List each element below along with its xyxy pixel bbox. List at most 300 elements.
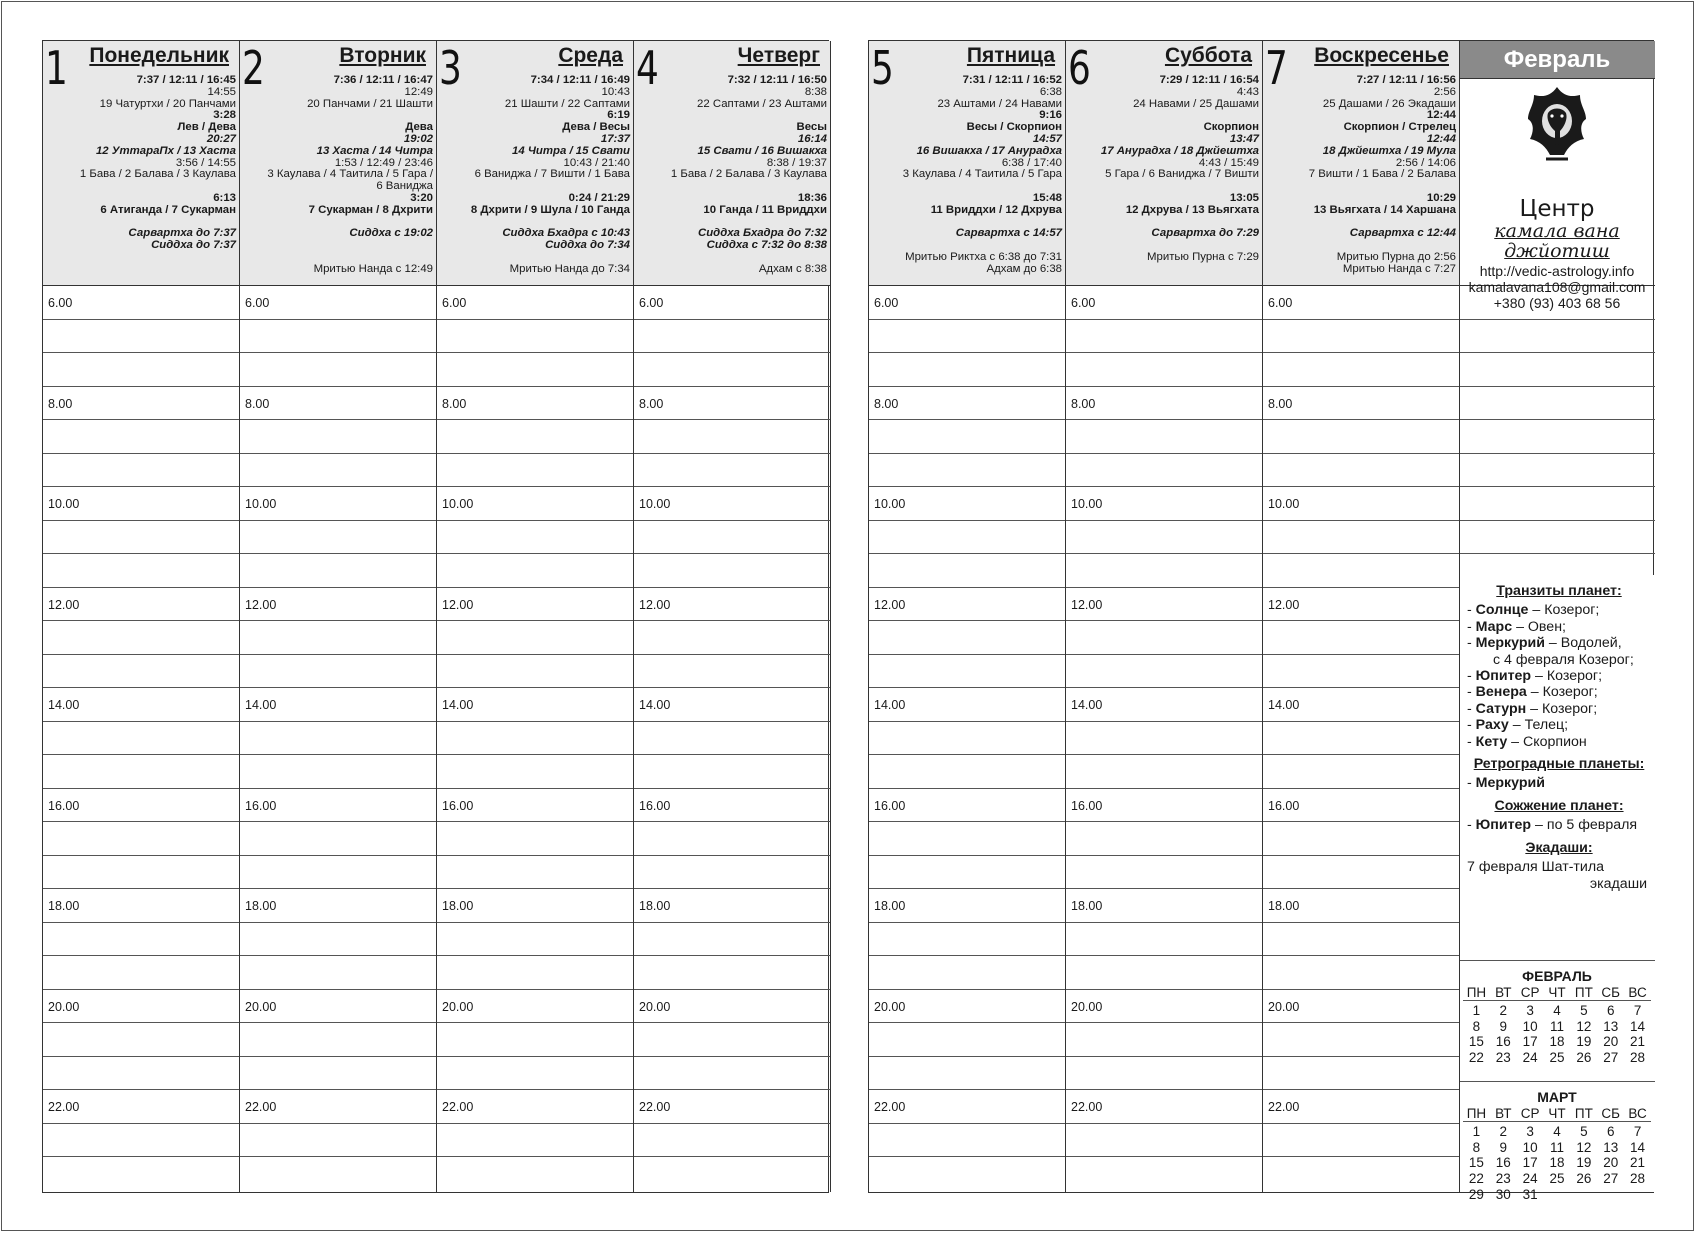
schedule-row[interactable] [1263, 521, 1459, 555]
day-header-4 [634, 41, 831, 286]
schedule-row[interactable] [1066, 420, 1262, 454]
schedule-row[interactable] [437, 822, 633, 856]
time-label: 6.00 [48, 296, 73, 310]
schedule-row[interactable] [869, 353, 1065, 387]
schedule-row[interactable] [869, 454, 1065, 488]
schedule-row[interactable] [437, 521, 633, 555]
schedule-row[interactable] [1066, 1157, 1262, 1191]
panchang-line: 10:43 [601, 85, 630, 98]
schedule-row[interactable] [1263, 387, 1459, 421]
transit-item: - Раху – Телец; [1467, 717, 1569, 734]
schedule-row[interactable] [240, 454, 436, 488]
schedule-row[interactable] [43, 554, 239, 588]
schedule-row[interactable] [240, 353, 436, 387]
calendar-day: 21 [1630, 1034, 1646, 1050]
transit-sign: – Водолей, [1544, 635, 1622, 652]
schedule-row[interactable] [43, 889, 239, 923]
schedule-row[interactable] [634, 1090, 830, 1124]
schedule-row[interactable] [1263, 487, 1459, 521]
schedule-row[interactable] [43, 722, 239, 756]
time-label: 20.00 [245, 999, 277, 1014]
schedule-row[interactable] [437, 487, 633, 521]
calendar-day: 16 [1495, 1034, 1511, 1050]
time-label: 16.00 [639, 798, 671, 813]
schedule-row[interactable] [240, 655, 436, 689]
panchang-line: Дева / Весы [562, 121, 630, 134]
schedule-row[interactable] [240, 521, 436, 555]
schedule-row[interactable] [240, 722, 436, 756]
time-label: 18.00 [874, 899, 906, 913]
calendar-day: 26 [1576, 1170, 1592, 1186]
schedule-row[interactable] [634, 621, 830, 655]
schedule-row[interactable] [1066, 856, 1262, 890]
schedule-row[interactable] [1066, 889, 1262, 923]
retrograde-planet: Меркурий [1475, 775, 1545, 792]
day-name: Суббота [1164, 44, 1252, 67]
schedule-row[interactable] [43, 621, 239, 655]
time-label: 20.00 [1071, 999, 1103, 1014]
schedule-row[interactable] [43, 1157, 239, 1191]
weekday-label: ЧТ [1548, 1105, 1566, 1121]
schedule-row[interactable] [634, 822, 830, 856]
schedule-row[interactable] [437, 789, 633, 823]
schedule-row[interactable] [240, 1124, 436, 1158]
schedule-row[interactable] [43, 454, 239, 488]
calendar-day: 24 [1522, 1049, 1538, 1065]
schedule-row[interactable] [1066, 789, 1262, 823]
panchang-line: 10 Ганда / 11 Вриддхи [703, 203, 827, 216]
schedule-row[interactable] [1263, 655, 1459, 689]
schedule-row[interactable] [240, 956, 436, 990]
schedule-row[interactable] [43, 1124, 239, 1158]
schedule-row[interactable] [634, 320, 830, 354]
schedule-row[interactable] [437, 387, 633, 421]
schedule-row[interactable] [1066, 990, 1262, 1024]
weekday-label: ПТ [1574, 984, 1593, 1000]
schedule-row[interactable] [634, 588, 830, 622]
schedule-row[interactable] [1263, 822, 1459, 856]
sidebar-note-row[interactable] [1459, 420, 1655, 454]
time-label: 20.00 [48, 999, 80, 1014]
time-label: 10.00 [1268, 497, 1300, 511]
day-name: Среда [558, 44, 623, 67]
schedule-row[interactable] [43, 521, 239, 555]
schedule-row[interactable] [240, 923, 436, 957]
schedule-row[interactable] [1263, 990, 1459, 1024]
schedule-row[interactable] [1263, 923, 1459, 957]
calendar-day: 19 [1576, 1155, 1592, 1171]
schedule-row[interactable] [869, 286, 1065, 320]
sidebar-note-row[interactable] [1459, 387, 1655, 421]
schedule-row[interactable] [437, 688, 633, 722]
schedule-row[interactable] [437, 1157, 633, 1191]
calendar-day: 7 [1633, 1003, 1642, 1019]
schedule-row[interactable] [634, 554, 830, 588]
schedule-row[interactable] [240, 789, 436, 823]
schedule-row[interactable] [1263, 856, 1459, 890]
schedule-row[interactable] [1066, 923, 1262, 957]
time-label: 16.00 [442, 798, 474, 813]
schedule-row[interactable] [437, 923, 633, 957]
schedule-row[interactable] [1066, 1090, 1262, 1124]
day-header-6 [1066, 41, 1263, 286]
time-label: 12.00 [442, 597, 474, 612]
schedule-row[interactable] [1263, 320, 1459, 354]
panchang-line: 3:28 [213, 109, 236, 122]
transit-item: - Юпитер – Козерог; [1467, 668, 1603, 685]
schedule-row[interactable] [437, 1090, 633, 1124]
schedule-row[interactable] [1066, 521, 1262, 555]
day-number: 4 [636, 41, 659, 95]
schedule-row[interactable] [634, 990, 830, 1024]
schedule-row[interactable] [869, 588, 1065, 622]
day-panchang-details [441, 75, 630, 276]
schedule-row[interactable] [1263, 956, 1459, 990]
panchang-line [47, 276, 236, 286]
logo-text-kamala-vana: камала вана [1494, 220, 1620, 242]
schedule-row[interactable] [1066, 688, 1262, 722]
schedule-row[interactable] [634, 923, 830, 957]
schedule-row[interactable] [869, 521, 1065, 555]
schedule-row[interactable] [1066, 655, 1262, 689]
schedule-row[interactable] [240, 487, 436, 521]
schedule-row[interactable] [869, 655, 1065, 689]
sidebar-note-row[interactable] [1459, 320, 1655, 354]
schedule-row[interactable] [634, 353, 830, 387]
logo-text-center: Центр [1519, 196, 1595, 222]
schedule-row[interactable] [1066, 454, 1262, 488]
weekday-label: ПТ [1574, 1105, 1593, 1121]
calendar-day: 7 [1633, 1124, 1642, 1140]
sidebar-note-row[interactable] [1459, 353, 1655, 387]
panchang-line: 12:44 [1426, 132, 1456, 145]
right-page [868, 40, 1654, 1202]
schedule-row[interactable] [437, 755, 633, 789]
schedule-row[interactable] [1066, 353, 1262, 387]
schedule-row[interactable] [1066, 822, 1262, 856]
calendar-day: 25 [1549, 1170, 1565, 1186]
schedule-row[interactable] [869, 990, 1065, 1024]
schedule-row[interactable] [1066, 1124, 1262, 1158]
schedule-row[interactable] [43, 588, 239, 622]
schedule-row[interactable] [1263, 1157, 1459, 1191]
schedule-row[interactable] [1263, 1057, 1459, 1091]
schedule-row[interactable] [437, 420, 633, 454]
sidebar-note-row[interactable] [1459, 286, 1655, 320]
panchang-line: 13:47 [1229, 132, 1259, 145]
transit-item: - Кету – Скорпион [1467, 733, 1587, 750]
panchang-line: 7:34 / 12:11 / 16:49 [530, 74, 630, 86]
calendar-day [1624, 1187, 1651, 1203]
schedule-row[interactable] [1263, 588, 1459, 622]
schedule-row[interactable] [869, 1057, 1065, 1091]
schedule-row[interactable] [240, 856, 436, 890]
panchang-line: Адхам до 6:38 [986, 262, 1062, 275]
schedule-row[interactable] [240, 1090, 436, 1124]
schedule-row[interactable] [240, 1057, 436, 1091]
calendar-day: 29 [1468, 1186, 1484, 1202]
transit-sign: – Овен; [1512, 618, 1566, 635]
schedule-row[interactable] [869, 722, 1065, 756]
time-label: 22.00 [639, 1100, 671, 1114]
panchang-line: 12:44 [1426, 109, 1456, 122]
schedule-row[interactable] [43, 856, 239, 890]
schedule-row[interactable] [634, 1124, 830, 1158]
schedule-row[interactable] [240, 990, 436, 1024]
schedule-row[interactable] [634, 789, 830, 823]
time-label: 18.00 [1268, 899, 1300, 913]
schedule-row[interactable] [634, 487, 830, 521]
schedule-row[interactable] [437, 990, 633, 1024]
calendar-days [1463, 1124, 1651, 1202]
schedule-row[interactable] [869, 621, 1065, 655]
schedule-row[interactable] [634, 454, 830, 488]
transits-list [1467, 602, 1651, 750]
schedule-row[interactable] [1066, 621, 1262, 655]
schedule-row[interactable] [1066, 1057, 1262, 1091]
schedule-row[interactable] [1066, 387, 1262, 421]
schedule-row[interactable] [869, 889, 1065, 923]
panchang-line: 3:56 / 14:55 [175, 156, 236, 169]
panchang-line: 17:37 [600, 132, 630, 145]
time-label: 20.00 [874, 999, 906, 1014]
retrograde-heading: Ретроградные планеты: [1473, 756, 1645, 773]
schedule-row[interactable] [240, 822, 436, 856]
schedule-row[interactable] [1066, 320, 1262, 354]
schedule-row[interactable] [43, 387, 239, 421]
schedule-row[interactable] [240, 588, 436, 622]
calendar-day: 2 [1499, 1124, 1508, 1140]
schedule-row[interactable] [43, 990, 239, 1024]
schedule-row[interactable] [1263, 420, 1459, 454]
calendar-day: 26 [1576, 1049, 1592, 1065]
calendar-march-box [1459, 1081, 1655, 1202]
schedule-row[interactable] [240, 621, 436, 655]
schedule-row[interactable] [634, 387, 830, 421]
schedule-row[interactable] [1263, 554, 1459, 588]
panchang-line: 7:37 / 12:11 / 16:45 [136, 74, 236, 86]
schedule-row[interactable] [1263, 353, 1459, 387]
schedule-row[interactable] [1263, 621, 1459, 655]
schedule-row[interactable] [869, 1124, 1065, 1158]
schedule-row[interactable] [43, 923, 239, 957]
schedule-row[interactable] [43, 320, 239, 354]
schedule-row[interactable] [240, 1023, 436, 1057]
time-label: 10.00 [874, 497, 906, 511]
day-schedule-4 [634, 286, 831, 1192]
schedule-row[interactable] [43, 822, 239, 856]
schedule-row[interactable] [437, 956, 633, 990]
schedule-row[interactable] [43, 286, 239, 320]
schedule-row[interactable] [1066, 1023, 1262, 1057]
schedule-row[interactable] [437, 554, 633, 588]
time-label: 18.00 [639, 899, 671, 913]
time-label: 22.00 [245, 1100, 277, 1114]
schedule-row[interactable] [1066, 286, 1262, 320]
day-schedule-5 [869, 286, 1066, 1192]
schedule-row[interactable] [1263, 1090, 1459, 1124]
schedule-row[interactable] [869, 554, 1065, 588]
panchang-line: Скорпион [1203, 121, 1259, 134]
day-panchang-details [638, 75, 827, 276]
weekday-label: СБ [1601, 1105, 1621, 1121]
schedule-row[interactable] [634, 956, 830, 990]
schedule-row[interactable] [1066, 722, 1262, 756]
schedule-row[interactable] [1066, 755, 1262, 789]
sidebar-note-row[interactable] [1459, 454, 1655, 488]
schedule-row[interactable] [43, 1023, 239, 1057]
schedule-row[interactable] [1263, 789, 1459, 823]
transits-heading: Транзиты планет: [1496, 583, 1622, 599]
schedule-row[interactable] [634, 1023, 830, 1057]
schedule-row[interactable] [437, 320, 633, 354]
schedule-row[interactable] [1263, 688, 1459, 722]
schedule-row[interactable] [240, 554, 436, 588]
schedule-row[interactable] [869, 387, 1065, 421]
time-label: 6.00 [1071, 296, 1096, 310]
schedule-row[interactable] [634, 722, 830, 756]
schedule-row[interactable] [437, 286, 633, 320]
schedule-row[interactable] [240, 1157, 436, 1191]
schedule-row[interactable] [437, 1057, 633, 1091]
schedule-row[interactable] [869, 487, 1065, 521]
schedule-row[interactable] [1263, 286, 1459, 320]
schedule-row[interactable] [1263, 1124, 1459, 1158]
time-label: 14.00 [639, 698, 671, 712]
transit-sign: с 4 февраля Козерог; [1493, 651, 1634, 668]
schedule-row[interactable] [43, 353, 239, 387]
schedule-row[interactable] [869, 856, 1065, 890]
schedule-row[interactable] [869, 420, 1065, 454]
schedule-row[interactable] [240, 286, 436, 320]
calendar-day [1544, 1187, 1571, 1203]
schedule-row[interactable] [43, 956, 239, 990]
calendar-day: 5 [1580, 1003, 1588, 1019]
schedule-row[interactable] [869, 320, 1065, 354]
schedule-row[interactable] [869, 789, 1065, 823]
panchang-line: Сиддха с 19:02 [349, 227, 433, 240]
schedule-row[interactable] [634, 889, 830, 923]
calendar-day: 14 [1630, 1018, 1646, 1034]
schedule-row[interactable] [1066, 554, 1262, 588]
schedule-row[interactable] [437, 1023, 633, 1057]
schedule-row[interactable] [437, 655, 633, 689]
panchang-line: 20:27 [206, 132, 236, 145]
schedule-row[interactable] [869, 822, 1065, 856]
schedule-row[interactable] [240, 889, 436, 923]
panchang-line: 20 Панчами / 21 Шашти [307, 97, 433, 110]
day-panchang-details [47, 75, 236, 286]
schedule-row[interactable] [869, 1157, 1065, 1191]
calendar-day: 17 [1522, 1034, 1538, 1050]
schedule-row[interactable] [634, 688, 830, 722]
schedule-row[interactable] [634, 755, 830, 789]
day-header-1 [43, 41, 240, 286]
schedule-row[interactable] [869, 1090, 1065, 1124]
schedule-row[interactable] [43, 755, 239, 789]
time-label: 14.00 [442, 698, 474, 712]
schedule-row[interactable] [1263, 1023, 1459, 1057]
schedule-row[interactable] [869, 923, 1065, 957]
schedule-row[interactable] [634, 856, 830, 890]
calendar-day: 19 [1576, 1034, 1592, 1050]
schedule-row[interactable] [1066, 487, 1262, 521]
schedule-row[interactable] [634, 521, 830, 555]
time-label: 18.00 [245, 899, 277, 913]
schedule-row[interactable] [634, 1057, 830, 1091]
schedule-row[interactable] [1263, 755, 1459, 789]
calendar-day: 1 [1472, 1124, 1481, 1140]
schedule-row[interactable] [634, 420, 830, 454]
schedule-row[interactable] [869, 688, 1065, 722]
schedule-row[interactable] [1263, 454, 1459, 488]
schedule-row[interactable] [1066, 588, 1262, 622]
schedule-row[interactable] [634, 1157, 830, 1191]
panchang-line [244, 252, 433, 264]
schedule-row[interactable] [437, 1124, 633, 1158]
schedule-row[interactable] [869, 956, 1065, 990]
schedule-row[interactable] [437, 588, 633, 622]
schedule-row[interactable] [869, 755, 1065, 789]
schedule-row[interactable] [43, 789, 239, 823]
schedule-row[interactable] [437, 454, 633, 488]
time-label: 6.00 [245, 296, 270, 310]
sidebar-note-row[interactable] [1459, 521, 1655, 555]
panchang-line: 8 Дхрити / 9 Шула / 10 Ганда [470, 203, 630, 216]
schedule-row[interactable] [240, 755, 436, 789]
schedule-row[interactable] [43, 420, 239, 454]
month-title: Февраль [1459, 41, 1655, 79]
schedule-row[interactable] [437, 621, 633, 655]
schedule-row[interactable] [43, 1057, 239, 1091]
panchang-line: 1 Бава / 2 Балава / 3 Каулава [670, 168, 827, 181]
panchang-line: 0:24 / 21:29 [568, 191, 630, 204]
schedule-row[interactable] [1263, 722, 1459, 756]
sidebar-note-row[interactable] [1459, 487, 1655, 521]
schedule-row[interactable] [1263, 889, 1459, 923]
calendar-day: 31 [1522, 1186, 1538, 1202]
schedule-row[interactable] [43, 688, 239, 722]
schedule-row[interactable] [437, 722, 633, 756]
schedule-row[interactable] [869, 1023, 1065, 1057]
panchang-line: 12 УттараПх / 13 Хаста [95, 144, 236, 157]
time-label: 16.00 [48, 798, 80, 813]
schedule-row[interactable] [43, 487, 239, 521]
weekday-label: СБ [1601, 984, 1621, 1000]
schedule-row[interactable] [437, 889, 633, 923]
schedule-row[interactable] [43, 655, 239, 689]
panchang-line: 6:38 [1039, 85, 1062, 98]
schedule-row[interactable] [240, 387, 436, 421]
schedule-row[interactable] [240, 420, 436, 454]
schedule-row[interactable] [437, 856, 633, 890]
calendar-day: 28 [1630, 1170, 1646, 1186]
schedule-row[interactable] [634, 655, 830, 689]
schedule-row[interactable] [1066, 956, 1262, 990]
calendar-day: 6 [1606, 1124, 1615, 1140]
calendar-day: 12 [1576, 1018, 1592, 1034]
calendar-day: 22 [1468, 1170, 1484, 1186]
calendar-days [1463, 1003, 1651, 1065]
calendar-day: 23 [1495, 1049, 1511, 1065]
ekadashi-line1: 7 февраля Шат-тила [1467, 859, 1605, 876]
schedule-row[interactable] [437, 353, 633, 387]
panchang-line [47, 252, 236, 264]
schedule-row[interactable] [240, 320, 436, 354]
schedule-row[interactable] [43, 1090, 239, 1124]
schedule-row[interactable] [240, 688, 436, 722]
schedule-row[interactable] [634, 286, 830, 320]
